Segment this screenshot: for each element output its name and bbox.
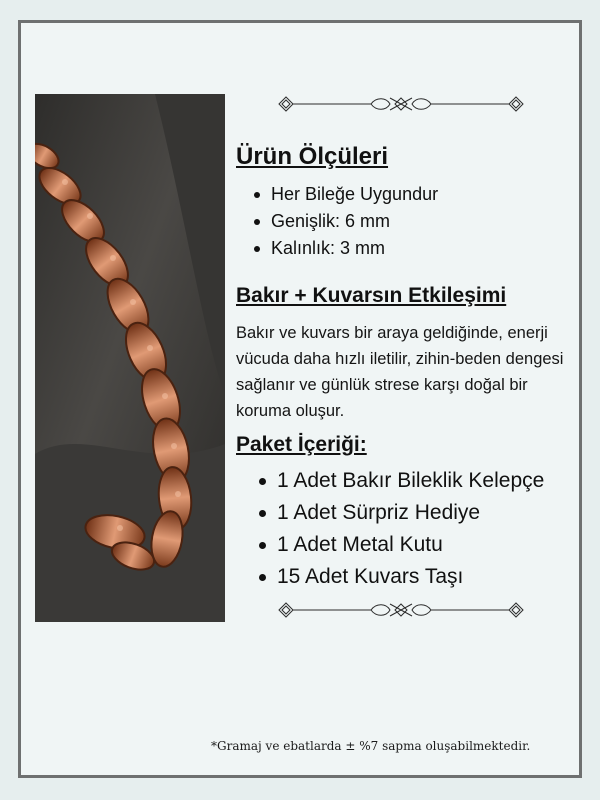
list-item: 1 Adet Sürpriz Hediye [277, 497, 544, 529]
bullet-icon [259, 510, 266, 517]
list-item: 1 Adet Metal Kutu [277, 529, 544, 561]
dimensions-heading: Ürün Ölçüleri [236, 143, 389, 170]
bullet-icon [259, 542, 266, 549]
bottom-divider-ornament [276, 599, 526, 621]
bullet-icon [254, 246, 260, 252]
product-info-card [18, 20, 582, 778]
package-heading: Paket İçeriği: [236, 433, 367, 456]
bullet-icon [254, 192, 260, 198]
list-item: Her Bileğe Uygundur [271, 181, 438, 208]
interaction-heading: Bakır + Kuvarsın Etkileşimi [236, 284, 507, 307]
list-item: Kalınlık: 3 mm [271, 235, 438, 262]
list-item: Genişlik: 6 mm [271, 208, 438, 235]
list-item: 15 Adet Kuvars Taşı [277, 561, 544, 593]
bullet-icon [254, 219, 260, 225]
footnote: *Gramaj ve ebatlarda ± %7 sapma oluşabilmektedir. [211, 739, 531, 753]
interaction-paragraph: Bakır ve kuvars bir araya geldiğinde, enerji vücuda daha hızlı iletilir, zihin-beden dengesi sağlanır ve günlük strese karşı doğal bir koruma oluşur. [236, 324, 564, 420]
bullet-icon [259, 574, 266, 581]
dimensions-list [271, 181, 438, 262]
package-list [277, 465, 544, 593]
copper-bracelet-photo [35, 94, 225, 622]
list-item: 1 Adet Bakır Bileklik Kelepçe [277, 465, 544, 497]
bullet-icon [259, 478, 266, 485]
top-divider-ornament [276, 93, 526, 115]
